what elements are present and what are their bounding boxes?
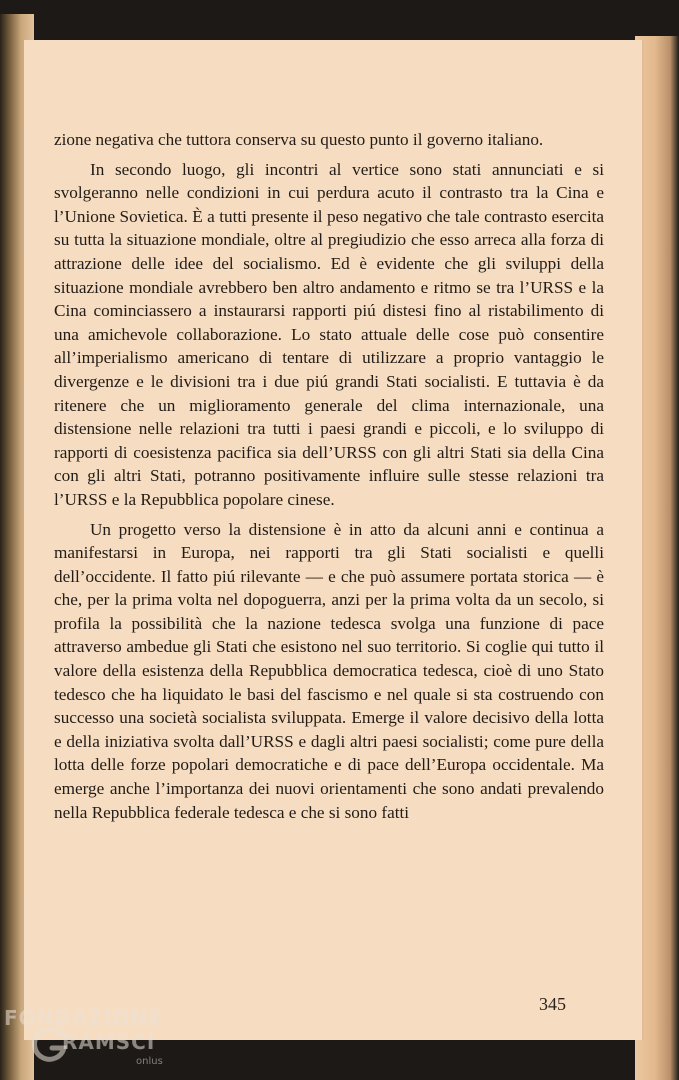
body-text (54, 128, 604, 830)
paragraph-europe-detente: Un progetto verso la distensione è in atto da alcuni anni e continua a manifestarsi in Europa, nei rapporti tra gli Stati socialisti e quelli dell’occidente. Il fatto piú rilevante — e che può assumere portata storica — è che, per la prima volta nel dopoguerra, anzi per la prima volta da un secolo, si profila la possibilità che la nazione tedesca svolga una funzione di pace attraverso ambedue gli Stati che esistono nel suo territorio. Si coglie qui tutto il valore della esistenza della Repubblica democratica tedesca, cioè di uno Stato tedesco che ha liquidato le basi del fascismo e nel quale si sta costruendo con successo una società socialista sviluppata. Emerge il valore decisivo della lotta e della iniziativa svolta dall’URSS e dagli altri paesi socialisti; come pure della lotta delle forze popolari democratiche e di pace dell’Europa occidentale. Ma emerge anche l’importanza dei nuovi orientamenti che sono andati prevalendo nella Repubblica federale tedesca e che si sono fatti (54, 519, 604, 822)
page-number: 345 (539, 994, 566, 1014)
watermark-line1: FONDAZIONE (4, 1006, 163, 1030)
watermark-line2: RAMSCI (62, 1030, 156, 1054)
book-page (24, 40, 642, 1040)
watermark-suffix: onlus (136, 1056, 163, 1067)
paragraph-continuation: zione negativa che tuttora conserva su questo punto il governo italiano. (54, 130, 544, 149)
paragraph-second-point: In secondo luogo, gli incontri al vertice sono stati annunciati e si svolgeranno nelle condizioni in cui perdura acuto il contrasto tra la Cina e l’Unione Sovietica. È a tutti presente il peso negativo che tale contrasto esercita su tutta la situazione mondiale, oltre al pregiudizio che esso arreca alla forza di attrazione delle idee del socialismo. Ed è evidente che gli sviluppi della situazione mondiale avrebbero ben altro andamento e ritmo se tra l’URSS e la Cina cominciassero a instaurarsi rapporti piú distesi fino al ristabilimento di una amichevole collaborazione. Lo stato attuale delle cose può consentire all’imperialismo americano di tentare di utilizzare a proprio vantaggio le divergenze e le divisioni tra i due piú grandi Stati socialisti. E tuttavia è da ritenere che un miglioramento generale del clima internazionale, una distensione nelle relazioni tra tutti i paesi grandi e piccoli, e lo sviluppo di rapporti di coesistenza pacifica sia dell’URSS con gli altri Stati sia della Cina con gli altri Stati, potranno positivamente influire sulle stesse relazioni tra l’URSS e la Repubblica popolare cinese. (54, 159, 604, 509)
fondazione-gramsci-watermark (4, 1004, 204, 1080)
